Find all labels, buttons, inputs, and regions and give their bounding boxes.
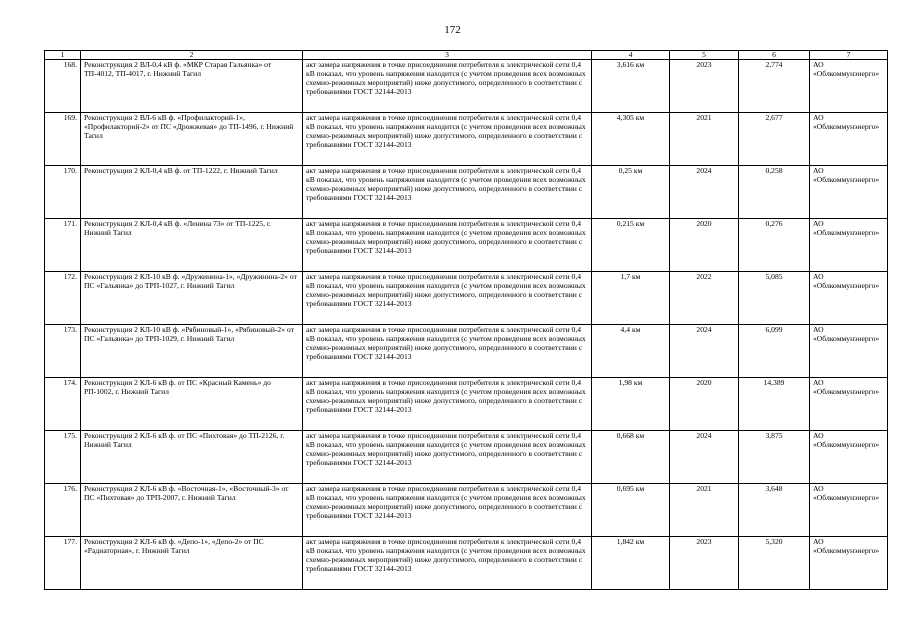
organization: АО «Облкоммунэнерго» bbox=[810, 60, 888, 113]
row-number: 174. bbox=[45, 378, 81, 431]
register-table bbox=[44, 50, 888, 590]
line-length: 3,616 км bbox=[592, 60, 670, 113]
table-row bbox=[45, 272, 888, 325]
line-length: 4,4 км bbox=[592, 325, 670, 378]
column-header: 7 bbox=[810, 51, 888, 60]
justification: акт замера напряжения в точке присоединения потребителя к электрической сети 0,4 кВ показал, что уровень напряжения находится (с учетом проведения всех возможных схемно-режимных мероприятий) ниже допустимого, определенного в соответствии с требованиями ГОСТ 32144-2013 bbox=[303, 378, 592, 431]
project-description: Реконструкция 2 КЛ-10 кВ ф. «Рябиновый-1», «Рябиновый-2» от ПС «Гальянка» до ТРП-1029, г. Нижний Тагил bbox=[81, 325, 303, 378]
row-number: 168. bbox=[45, 60, 81, 113]
year: 2023 bbox=[670, 537, 739, 590]
row-number: 176. bbox=[45, 484, 81, 537]
cost: 3,875 bbox=[739, 431, 810, 484]
column-number-header bbox=[45, 51, 888, 60]
year: 2022 bbox=[670, 272, 739, 325]
line-length: 1,98 км bbox=[592, 378, 670, 431]
justification: акт замера напряжения в точке присоединения потребителя к электрической сети 0,4 кВ показал, что уровень напряжения находится (с учетом проведения всех возможных схемно-режимных мероприятий) ниже допустимого, определенного в соответствии с требованиями ГОСТ 32144-2013 bbox=[303, 537, 592, 590]
justification: акт замера напряжения в точке присоединения потребителя к электрической сети 0,4 кВ показал, что уровень напряжения находится (с учетом проведения всех возможных схемно-режимных мероприятий) ниже допустимого, определенного в соответствии с требованиями ГОСТ 32144-2013 bbox=[303, 113, 592, 166]
cost: 0,276 bbox=[739, 219, 810, 272]
year: 2024 bbox=[670, 166, 739, 219]
cost: 5,085 bbox=[739, 272, 810, 325]
justification: акт замера напряжения в точке присоединения потребителя к электрической сети 0,4 кВ показал, что уровень напряжения находится (с учетом проведения всех возможных схемно-режимных мероприятий) ниже допустимого, определенного в соответствии с требованиями ГОСТ 32144-2013 bbox=[303, 60, 592, 113]
table-row bbox=[45, 484, 888, 537]
year: 2024 bbox=[670, 431, 739, 484]
table-row bbox=[45, 113, 888, 166]
project-description: Реконструкция 2 ВЛ-0,4 кВ ф. «МКР Старая Гальянка» от ТП-4012, ТП-4017, г. Нижний Тагил bbox=[81, 60, 303, 113]
cost: 5,320 bbox=[739, 537, 810, 590]
table-row bbox=[45, 60, 888, 113]
year: 2024 bbox=[670, 325, 739, 378]
row-number: 175. bbox=[45, 431, 81, 484]
cost: 0,258 bbox=[739, 166, 810, 219]
row-number: 173. bbox=[45, 325, 81, 378]
cost: 2,677 bbox=[739, 113, 810, 166]
year: 2020 bbox=[670, 378, 739, 431]
justification: акт замера напряжения в точке присоединения потребителя к электрической сети 0,4 кВ показал, что уровень напряжения находится (с учетом проведения всех возможных схемно-режимных мероприятий) ниже допустимого, определенного в соответствии с требованиями ГОСТ 32144-2013 bbox=[303, 219, 592, 272]
line-length: 0,25 км bbox=[592, 166, 670, 219]
line-length: 1,7 км bbox=[592, 272, 670, 325]
line-length: 0,695 км bbox=[592, 484, 670, 537]
justification: акт замера напряжения в точке присоединения потребителя к электрической сети 0,4 кВ показал, что уровень напряжения находится (с учетом проведения всех возможных схемно-режимных мероприятий) ниже допустимого, определенного в соответствии с требованиями ГОСТ 32144-2013 bbox=[303, 325, 592, 378]
organization: АО «Облкоммунэнерго» bbox=[810, 325, 888, 378]
project-description: Реконструкция 2 КЛ-0,4 кВ ф. от ТП-1222, г. Нижний Тагил bbox=[81, 166, 303, 219]
cost: 6,099 bbox=[739, 325, 810, 378]
page-number: 172 bbox=[444, 24, 461, 36]
line-length: 1,842 км bbox=[592, 537, 670, 590]
justification: акт замера напряжения в точке присоединения потребителя к электрической сети 0,4 кВ показал, что уровень напряжения находится (с учетом проведения всех возможных схемно-режимных мероприятий) ниже допустимого, определенного в соответствии с требованиями ГОСТ 32144-2013 bbox=[303, 484, 592, 537]
project-description: Реконструкция 2 КЛ-6 кВ ф. от ПС «Пихтовая» до ТП-2126, г. Нижний Тагил bbox=[81, 431, 303, 484]
table-row bbox=[45, 537, 888, 590]
table-row bbox=[45, 219, 888, 272]
organization: АО «Облкоммунэнерго» bbox=[810, 113, 888, 166]
table-row bbox=[45, 325, 888, 378]
organization: АО «Облкоммунэнерго» bbox=[810, 484, 888, 537]
cost: 14,389 bbox=[739, 378, 810, 431]
table-row bbox=[45, 431, 888, 484]
row-number: 172. bbox=[45, 272, 81, 325]
year: 2020 bbox=[670, 219, 739, 272]
justification: акт замера напряжения в точке присоединения потребителя к электрической сети 0,4 кВ показал, что уровень напряжения находится (с учетом проведения всех возможных схемно-режимных мероприятий) ниже допустимого, определенного в соответствии с требованиями ГОСТ 32144-2013 bbox=[303, 272, 592, 325]
table-row bbox=[45, 166, 888, 219]
justification: акт замера напряжения в точке присоединения потребителя к электрической сети 0,4 кВ показал, что уровень напряжения находится (с учетом проведения всех возможных схемно-режимных мероприятий) ниже допустимого, определенного в соответствии с требованиями ГОСТ 32144-2013 bbox=[303, 431, 592, 484]
project-description: Реконструкция 2 КЛ-6 кВ ф. от ПС «Красный Камень» до РП-1002, г. Нижний Тагил bbox=[81, 378, 303, 431]
column-header: 2 bbox=[81, 51, 303, 60]
organization: АО «Облкоммунэнерго» bbox=[810, 378, 888, 431]
year: 2023 bbox=[670, 60, 739, 113]
table-row bbox=[45, 378, 888, 431]
cost: 2,774 bbox=[739, 60, 810, 113]
column-header: 3 bbox=[303, 51, 592, 60]
project-description: Реконструкция 2 КЛ-6 кВ ф. «Восточная-1», «Восточный-3» от ПС «Пихтовая» до ТРП-2007, г. Нижний Тагил bbox=[81, 484, 303, 537]
column-header: 4 bbox=[592, 51, 670, 60]
year: 2021 bbox=[670, 484, 739, 537]
row-number: 177. bbox=[45, 537, 81, 590]
organization: АО «Облкоммунэнерго» bbox=[810, 272, 888, 325]
column-header: 1 bbox=[45, 51, 81, 60]
project-description: Реконструкция 2 КЛ-10 кВ ф. «Дружинина-1», «Дружинина-2» от ПС «Гальянка» до ТРП-1027, г. Нижний Тагил bbox=[81, 272, 303, 325]
organization: АО «Облкоммунэнерго» bbox=[810, 537, 888, 590]
line-length: 0,668 км bbox=[592, 431, 670, 484]
justification: акт замера напряжения в точке присоединения потребителя к электрической сети 0,4 кВ показал, что уровень напряжения находится (с учетом проведения всех возможных схемно-режимных мероприятий) ниже допустимого, определенного в соответствии с требованиями ГОСТ 32144-2013 bbox=[303, 166, 592, 219]
project-description: Реконструкция 2 ВЛ-6 кВ ф. «Профилакторий-1», «Профилакторий-2» от ПС «Дрожжевая» до ТП-1496, г. Нижний Тагил bbox=[81, 113, 303, 166]
line-length: 4,305 км bbox=[592, 113, 670, 166]
project-description: Реконструкция 2 КЛ-6 кВ ф. «Депо-1», «Депо-2» от ПС «Радиаторная», г. Нижний Тагил bbox=[81, 537, 303, 590]
line-length: 0,215 км bbox=[592, 219, 670, 272]
cost: 3,648 bbox=[739, 484, 810, 537]
column-header: 6 bbox=[739, 51, 810, 60]
organization: АО «Облкоммунэнерго» bbox=[810, 166, 888, 219]
organization: АО «Облкоммунэнерго» bbox=[810, 219, 888, 272]
year: 2021 bbox=[670, 113, 739, 166]
row-number: 169. bbox=[45, 113, 81, 166]
row-number: 170. bbox=[45, 166, 81, 219]
organization: АО «Облкоммунэнерго» bbox=[810, 431, 888, 484]
row-number: 171. bbox=[45, 219, 81, 272]
column-header: 5 bbox=[670, 51, 739, 60]
project-description: Реконструкция 2 КЛ-0,4 кВ ф. «Ленина 73» от ТП-1225, г. Нижний Тагил bbox=[81, 219, 303, 272]
